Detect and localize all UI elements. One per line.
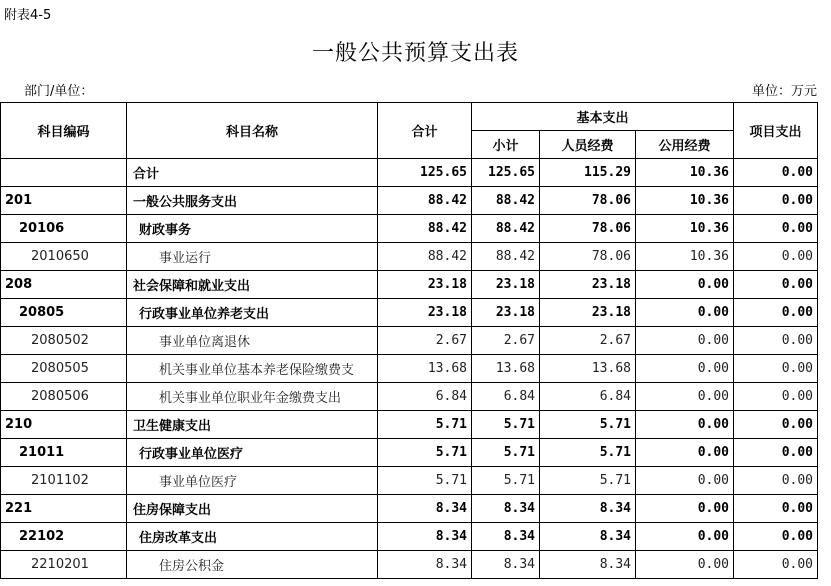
- personnel-cell: 78.06: [540, 215, 636, 243]
- account-name-cell: 社会保障和就业支出: [127, 271, 378, 299]
- table-row: [1, 523, 818, 551]
- project-cell: 0.00: [734, 243, 818, 271]
- subtotal-cell: 88.42: [472, 215, 540, 243]
- personnel-cell: 2.67: [540, 327, 636, 355]
- public-cell: 0.00: [636, 523, 734, 551]
- project-cell: 0.00: [734, 187, 818, 215]
- account-name-cell: 行政事业单位养老支出: [127, 299, 378, 327]
- account-code-cell: 201: [1, 187, 127, 215]
- account-name-cell: 卫生健康支出: [127, 411, 378, 439]
- total-cell: 5.71: [378, 439, 472, 467]
- public-cell: 10.36: [636, 215, 734, 243]
- public-cell: 10.36: [636, 159, 734, 187]
- account-code-cell: 20805: [1, 299, 127, 327]
- personnel-cell: 23.18: [540, 271, 636, 299]
- total-cell: 6.84: [378, 383, 472, 411]
- account-code-cell: 20106: [1, 215, 127, 243]
- total-cell: 5.71: [378, 467, 472, 495]
- subtotal-cell: 88.42: [472, 243, 540, 271]
- unit-label: 单位：万元: [751, 84, 817, 99]
- header-subtotal: 小计: [472, 131, 540, 159]
- project-cell: 0.00: [734, 467, 818, 495]
- account-code-cell: 2080502: [1, 327, 127, 355]
- project-cell: 0.00: [734, 551, 818, 579]
- account-code-cell: 2010650: [1, 243, 127, 271]
- personnel-cell: 5.71: [540, 439, 636, 467]
- account-code-cell: 208: [1, 271, 127, 299]
- personnel-cell: 23.18: [540, 299, 636, 327]
- account-name-cell: 机关事业单位基本养老保险缴费支: [127, 355, 378, 383]
- project-cell: 0.00: [734, 271, 818, 299]
- account-code-cell: 2080506: [1, 383, 127, 411]
- table-row: [1, 159, 818, 187]
- header-name: 科目名称: [127, 103, 378, 159]
- account-code-cell: 2080505: [1, 355, 127, 383]
- project-cell: 0.00: [734, 159, 818, 187]
- table-row: [1, 439, 818, 467]
- total-cell: 23.18: [378, 271, 472, 299]
- account-code-cell: 2210201: [1, 551, 127, 579]
- account-code-cell: 221: [1, 495, 127, 523]
- public-cell: 0.00: [636, 467, 734, 495]
- table-body: [1, 159, 818, 579]
- department-label: 部门/单位：: [24, 84, 94, 99]
- personnel-cell: 8.34: [540, 551, 636, 579]
- account-code-cell: [1, 159, 127, 187]
- table-row: [1, 467, 818, 495]
- subtotal-cell: 6.84: [472, 383, 540, 411]
- subtotal-cell: 23.18: [472, 299, 540, 327]
- total-cell: 88.42: [378, 243, 472, 271]
- project-cell: 0.00: [734, 495, 818, 523]
- subtotal-cell: 8.34: [472, 523, 540, 551]
- public-cell: 0.00: [636, 439, 734, 467]
- header-code: 科目编码: [1, 103, 127, 159]
- public-cell: 0.00: [636, 551, 734, 579]
- account-name-cell: 合计: [127, 159, 378, 187]
- account-name-cell: 住房改革支出: [127, 523, 378, 551]
- account-name-cell: 一般公共服务支出: [127, 187, 378, 215]
- personnel-cell: 8.34: [540, 523, 636, 551]
- public-cell: 0.00: [636, 411, 734, 439]
- total-cell: 8.34: [378, 523, 472, 551]
- header-public: 公用经费: [636, 131, 734, 159]
- project-cell: 0.00: [734, 383, 818, 411]
- table-row: [1, 355, 818, 383]
- personnel-cell: 78.06: [540, 187, 636, 215]
- project-cell: 0.00: [734, 299, 818, 327]
- project-cell: 0.00: [734, 215, 818, 243]
- header-total: 合计: [378, 103, 472, 159]
- public-cell: 0.00: [636, 383, 734, 411]
- total-cell: 8.34: [378, 551, 472, 579]
- header-basic: 基本支出: [472, 103, 734, 131]
- subtotal-cell: 8.34: [472, 495, 540, 523]
- public-cell: 0.00: [636, 355, 734, 383]
- personnel-cell: 6.84: [540, 383, 636, 411]
- table-row: [1, 327, 818, 355]
- account-name-cell: 住房公积金: [127, 551, 378, 579]
- subtotal-cell: 2.67: [472, 327, 540, 355]
- personnel-cell: 5.71: [540, 411, 636, 439]
- account-name-cell: 住房保障支出: [127, 495, 378, 523]
- project-cell: 0.00: [734, 327, 818, 355]
- total-cell: 23.18: [378, 299, 472, 327]
- table-row: [1, 495, 818, 523]
- subtotal-cell: 8.34: [472, 551, 540, 579]
- table-row: [1, 187, 818, 215]
- subtotal-cell: 5.71: [472, 467, 540, 495]
- public-cell: 10.36: [636, 243, 734, 271]
- table-row: [1, 215, 818, 243]
- personnel-cell: 78.06: [540, 243, 636, 271]
- account-code-cell: 22102: [1, 523, 127, 551]
- project-cell: 0.00: [734, 355, 818, 383]
- total-cell: 88.42: [378, 215, 472, 243]
- public-cell: 0.00: [636, 495, 734, 523]
- personnel-cell: 115.29: [540, 159, 636, 187]
- subtotal-cell: 23.18: [472, 271, 540, 299]
- annex-label: 附表4-5: [4, 8, 52, 23]
- table-row: [1, 411, 818, 439]
- account-name-cell: 事业运行: [127, 243, 378, 271]
- table-row: [1, 243, 818, 271]
- account-name-cell: 机关事业单位职业年金缴费支出: [127, 383, 378, 411]
- project-cell: 0.00: [734, 523, 818, 551]
- account-code-cell: 2101102: [1, 467, 127, 495]
- account-code-cell: 21011: [1, 439, 127, 467]
- total-cell: 8.34: [378, 495, 472, 523]
- account-name-cell: 事业单位医疗: [127, 467, 378, 495]
- total-cell: 2.67: [378, 327, 472, 355]
- subtotal-cell: 5.71: [472, 439, 540, 467]
- table-row: [1, 271, 818, 299]
- project-cell: 0.00: [734, 439, 818, 467]
- subtotal-cell: 13.68: [472, 355, 540, 383]
- total-cell: 125.65: [378, 159, 472, 187]
- public-cell: 10.36: [636, 187, 734, 215]
- subtotal-cell: 125.65: [472, 159, 540, 187]
- total-cell: 5.71: [378, 411, 472, 439]
- total-cell: 88.42: [378, 187, 472, 215]
- public-cell: 0.00: [636, 327, 734, 355]
- table-row: [1, 383, 818, 411]
- total-cell: 13.68: [378, 355, 472, 383]
- header-project: 项目支出: [734, 103, 818, 159]
- personnel-cell: 5.71: [540, 467, 636, 495]
- public-cell: 0.00: [636, 271, 734, 299]
- public-cell: 0.00: [636, 299, 734, 327]
- page-title: 一般公共预算支出表: [311, 41, 519, 66]
- account-name-cell: 财政事务: [127, 215, 378, 243]
- subtotal-cell: 88.42: [472, 187, 540, 215]
- personnel-cell: 8.34: [540, 495, 636, 523]
- project-cell: 0.00: [734, 411, 818, 439]
- table-row: [1, 299, 818, 327]
- account-name-cell: 行政事业单位医疗: [127, 439, 378, 467]
- table-row: [1, 551, 818, 579]
- budget-table: [0, 102, 818, 579]
- personnel-cell: 13.68: [540, 355, 636, 383]
- account-code-cell: 210: [1, 411, 127, 439]
- header-personnel: 人员经费: [540, 131, 636, 159]
- subtotal-cell: 5.71: [472, 411, 540, 439]
- account-name-cell: 事业单位离退休: [127, 327, 378, 355]
